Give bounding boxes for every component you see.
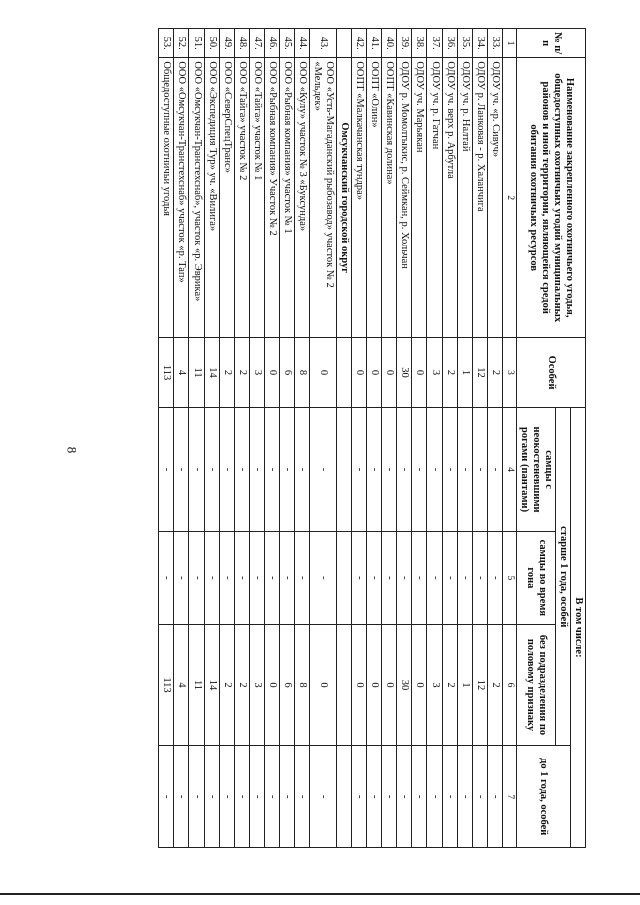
row-number: 41. <box>367 29 382 58</box>
col-index: 6 <box>502 624 516 746</box>
table-row <box>427 29 442 848</box>
row-no-sex: 3 <box>427 624 442 746</box>
table-row <box>397 29 412 848</box>
row-under1: - <box>234 746 249 848</box>
row-number: 39. <box>397 29 412 58</box>
row-number: 45. <box>279 29 294 58</box>
table-row <box>472 29 487 848</box>
row-number: 53. <box>159 29 174 58</box>
row-rut-males: - <box>159 532 174 625</box>
row-total: 11 <box>189 338 204 408</box>
row-number: 37. <box>427 29 442 58</box>
row-total: 0 <box>309 338 336 408</box>
row-name: ООПТ «Малкачанская тундра» <box>352 58 367 338</box>
section-title: Омсукчанский городской округ <box>337 58 352 338</box>
col-index: 7 <box>502 746 516 848</box>
row-name: ОДОУ уч. р. Налтай <box>457 58 472 338</box>
row-number: 33. <box>487 29 502 58</box>
row-under1: - <box>472 746 487 848</box>
row-number: 52. <box>174 29 189 58</box>
section-num-cell <box>337 29 352 58</box>
row-number: 36. <box>442 29 457 58</box>
table-row <box>382 29 397 848</box>
row-antler-males: - <box>249 408 264 532</box>
row-name: ООО «Омсукчан-Транстехснаб», участок «р. Эврика» <box>189 58 204 338</box>
row-antler-males: - <box>204 408 219 532</box>
row-name: ОДОУ уч. верх р. Арбутла <box>442 58 457 338</box>
row-total: 2 <box>219 338 234 408</box>
row-under1: - <box>294 746 309 848</box>
row-no-sex: 0 <box>412 624 427 746</box>
row-no-sex: 2 <box>219 624 234 746</box>
row-under1: - <box>249 746 264 848</box>
header-no-sex: без подразделения по половому признаку <box>516 624 555 746</box>
table-row <box>249 29 264 848</box>
row-name: ООО «Усть-Магаданский рыбозавод» участок № 2 «Мельдек» <box>309 58 336 338</box>
row-rut-males: - <box>487 532 502 625</box>
row-total: 4 <box>174 338 189 408</box>
table-rotation-frame <box>86 28 586 848</box>
row-antler-males: - <box>427 408 442 532</box>
row-rut-males: - <box>294 532 309 625</box>
row-under1: - <box>457 746 472 848</box>
row-name: ООО «Тайга» участок № 2 <box>234 58 249 338</box>
row-under1: - <box>367 746 382 848</box>
row-no-sex: 0 <box>264 624 279 746</box>
row-rut-males: - <box>234 532 249 625</box>
table-row <box>264 29 279 848</box>
row-name: ООО «Омсукчан-Транстехснаб» участок «р. Тап» <box>174 58 189 338</box>
row-rut-males: - <box>189 532 204 625</box>
row-name: ООО «Экспедиция Тур» уч. «Вилига» <box>204 58 219 338</box>
row-total: 0 <box>412 338 427 408</box>
row-name: ООО «Рыбная компания» участок № 1 <box>279 58 294 338</box>
col-index: 2 <box>502 58 516 338</box>
row-number: 49. <box>219 29 234 58</box>
row-no-sex: 2 <box>234 624 249 746</box>
table-row <box>487 29 502 848</box>
row-number: 40. <box>382 29 397 58</box>
row-no-sex: 8 <box>294 624 309 746</box>
game-census-table <box>158 28 586 848</box>
row-no-sex: 2 <box>442 624 457 746</box>
row-under1: - <box>174 746 189 848</box>
row-total: 6 <box>279 338 294 408</box>
row-number: 47. <box>249 29 264 58</box>
row-antler-males: - <box>189 408 204 532</box>
row-no-sex: 6 <box>279 624 294 746</box>
row-rut-males: - <box>442 532 457 625</box>
row-under1: - <box>264 746 279 848</box>
header-including: В том числе: <box>570 408 585 848</box>
row-no-sex: 14 <box>204 624 219 746</box>
row-no-sex: 0 <box>309 624 336 746</box>
section-empty-cell <box>337 746 352 848</box>
row-antler-males: - <box>442 408 457 532</box>
row-no-sex: 0 <box>382 624 397 746</box>
row-antler-males: - <box>352 408 367 532</box>
row-number: 43. <box>309 29 336 58</box>
table-row <box>457 29 472 848</box>
row-rut-males: - <box>204 532 219 625</box>
row-antler-males: - <box>367 408 382 532</box>
header-older: старше 1 года, особей <box>555 408 570 746</box>
row-total: 0 <box>352 338 367 408</box>
row-total: 1 <box>457 338 472 408</box>
header-num: № п/п <box>516 29 585 58</box>
row-no-sex: 11 <box>189 624 204 746</box>
row-number: 48. <box>234 29 249 58</box>
row-number: 35. <box>457 29 472 58</box>
row-rut-males: - <box>382 532 397 625</box>
row-name: ООПТ «Кавинская долина» <box>382 58 397 338</box>
row-rut-males: - <box>249 532 264 625</box>
row-no-sex: 113 <box>159 624 174 746</box>
header-name: Наименование закрепленного охотничьего угодья, общедоступных охотничьих угодий муниципальных районов и иной территории, являющейся средой обитания охотничьих ресурсов <box>516 58 585 338</box>
row-name: ООПТ «Олин» <box>367 58 382 338</box>
col-index: 1 <box>502 29 516 58</box>
col-index: 4 <box>502 408 516 532</box>
table-row <box>442 29 457 848</box>
row-no-sex: 30 <box>397 624 412 746</box>
table-row <box>367 29 382 848</box>
row-rut-males: - <box>397 532 412 625</box>
row-total: 3 <box>249 338 264 408</box>
table-row <box>204 29 219 848</box>
row-antler-males: - <box>397 408 412 532</box>
row-name: Общедоступные охотничьи угодья <box>159 58 174 338</box>
row-name: ОДОУ уч. р. Гатчан <box>427 58 442 338</box>
row-no-sex: 4 <box>174 624 189 746</box>
row-under1: - <box>309 746 336 848</box>
row-no-sex: 1 <box>457 624 472 746</box>
row-antler-males: - <box>159 408 174 532</box>
section-empty-cell <box>337 408 352 532</box>
row-antler-males: - <box>279 408 294 532</box>
bottom-rule <box>0 893 640 895</box>
row-rut-males: - <box>412 532 427 625</box>
row-rut-males: - <box>367 532 382 625</box>
table-row <box>412 29 427 848</box>
row-antler-males: - <box>382 408 397 532</box>
row-total: 12 <box>472 338 487 408</box>
table-row <box>219 29 234 848</box>
row-total: 0 <box>382 338 397 408</box>
row-total: 14 <box>204 338 219 408</box>
table-row <box>279 29 294 848</box>
row-under1: - <box>397 746 412 848</box>
row-name: ОДОУ уч. «р. Сивуч» <box>487 58 502 338</box>
table-row <box>189 29 204 848</box>
row-total: 2 <box>487 338 502 408</box>
row-name: ООО «Кулу» участок № 3 «Буксунда» <box>294 58 309 338</box>
table-body-b <box>159 29 337 848</box>
section-empty-cell <box>337 624 352 746</box>
section-row <box>337 29 352 848</box>
column-index-row <box>502 29 516 848</box>
section-block <box>337 29 352 848</box>
row-name: ООО «СеверСпецТранс» <box>219 58 234 338</box>
section-empty-cell <box>337 532 352 625</box>
row-rut-males: - <box>352 532 367 625</box>
row-antler-males: - <box>174 408 189 532</box>
row-antler-males: - <box>412 408 427 532</box>
table-row <box>294 29 309 848</box>
row-no-sex: 0 <box>352 624 367 746</box>
row-under1: - <box>204 746 219 848</box>
row-number: 44. <box>294 29 309 58</box>
header-antler-males: самцы с неокостеневшими рогами (пантами) <box>516 408 555 532</box>
row-name: ООО «Рыбная компания» Участок № 2 <box>264 58 279 338</box>
row-under1: - <box>427 746 442 848</box>
row-total: 0 <box>367 338 382 408</box>
table-body-a <box>352 29 503 848</box>
row-name: ООО «Тайга» участок № 1 <box>249 58 264 338</box>
header-rut-males: самцы во время гона <box>516 532 555 625</box>
row-antler-males: - <box>487 408 502 532</box>
row-total: 0 <box>264 338 279 408</box>
row-under1: - <box>219 746 234 848</box>
row-under1: - <box>279 746 294 848</box>
row-number: 34. <box>472 29 487 58</box>
row-number: 38. <box>412 29 427 58</box>
table-header <box>502 29 585 848</box>
row-under1: - <box>382 746 397 848</box>
row-antler-males: - <box>264 408 279 532</box>
row-number: 46. <box>264 29 279 58</box>
row-antler-males: - <box>457 408 472 532</box>
row-antler-males: - <box>219 408 234 532</box>
row-under1: - <box>159 746 174 848</box>
row-no-sex: 3 <box>249 624 264 746</box>
row-number: 42. <box>352 29 367 58</box>
row-no-sex: 0 <box>367 624 382 746</box>
table-row <box>174 29 189 848</box>
table-row <box>352 29 367 848</box>
row-no-sex: 2 <box>487 624 502 746</box>
row-rut-males: - <box>427 532 442 625</box>
row-rut-males: - <box>457 532 472 625</box>
row-rut-males: - <box>309 532 336 625</box>
row-total: 8 <box>294 338 309 408</box>
row-total: 2 <box>234 338 249 408</box>
row-total: 30 <box>397 338 412 408</box>
table-container <box>86 28 586 848</box>
row-name: ОДОУ р. Ланковая - р. Халанчига <box>472 58 487 338</box>
row-under1: - <box>352 746 367 848</box>
table-row <box>159 29 174 848</box>
row-antler-males: - <box>294 408 309 532</box>
row-rut-males: - <box>472 532 487 625</box>
row-total: 3 <box>427 338 442 408</box>
row-under1: - <box>412 746 427 848</box>
row-antler-males: - <box>234 408 249 532</box>
row-antler-males: - <box>309 408 336 532</box>
col-index: 5 <box>502 532 516 625</box>
header-total: Особей <box>516 338 585 408</box>
row-name: ОДОУ уч. Марьякан <box>412 58 427 338</box>
row-under1: - <box>487 746 502 848</box>
row-rut-males: - <box>264 532 279 625</box>
row-antler-males: - <box>472 408 487 532</box>
row-under1: - <box>442 746 457 848</box>
row-rut-males: - <box>279 532 294 625</box>
row-number: 50. <box>204 29 219 58</box>
row-name: ОДОУ р. Момолтыкис, р. Сеймкан, р. Хольчан <box>397 58 412 338</box>
page-number: 8 <box>64 446 80 454</box>
row-total: 2 <box>442 338 457 408</box>
row-no-sex: 12 <box>472 624 487 746</box>
row-rut-males: - <box>219 532 234 625</box>
row-total: 113 <box>159 338 174 408</box>
table-row <box>309 29 336 848</box>
table-row <box>234 29 249 848</box>
row-rut-males: - <box>174 532 189 625</box>
row-under1: - <box>189 746 204 848</box>
col-index: 3 <box>502 338 516 408</box>
header-under1: до 1 года, особей <box>516 746 570 848</box>
row-number: 51. <box>189 29 204 58</box>
section-empty-cell <box>337 338 352 408</box>
